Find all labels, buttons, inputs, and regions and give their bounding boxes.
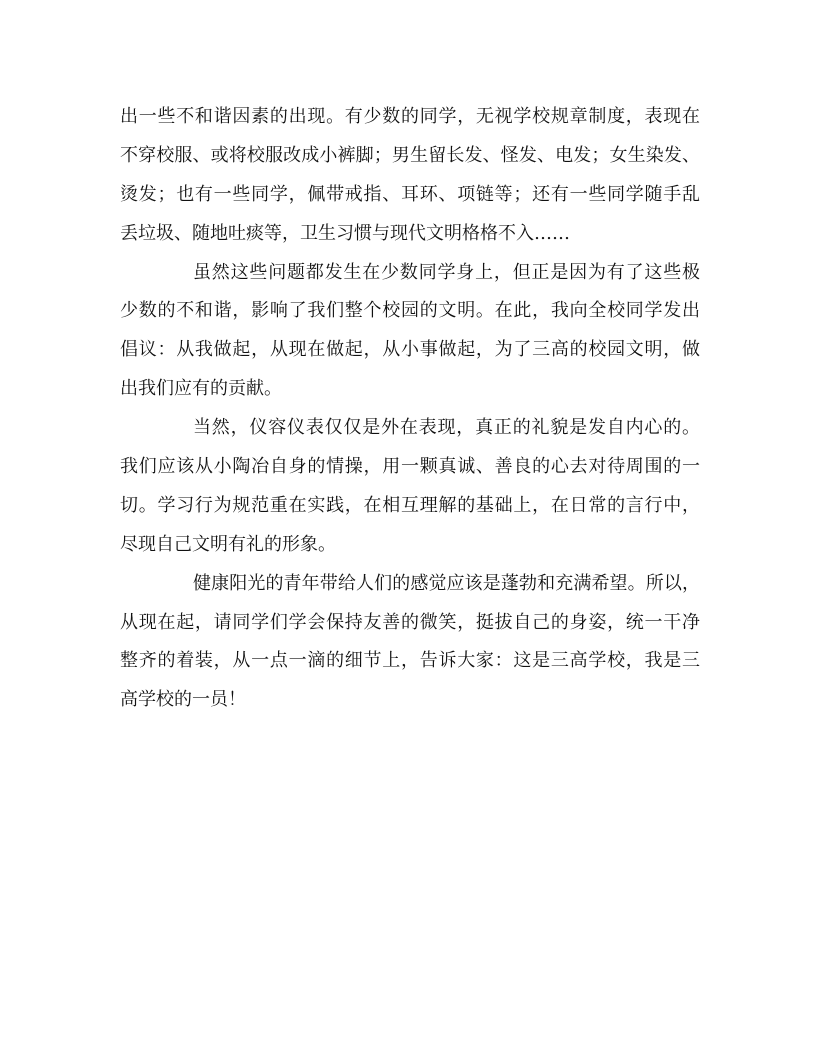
- paragraph-2-line-3: 倡议：从我做起，从现在做起，从小事做起，为了三高的校园文明，做: [120, 339, 700, 361]
- paragraph-4-line-1: 健康阳光的青年带给人们的感觉应该是蓬勃和充满希望。所以，: [193, 572, 700, 594]
- document-body: [120, 98, 700, 720]
- paragraph-2-line-4: 出我们应有的贡献。: [120, 378, 282, 400]
- paragraph-4-line-4: 高学校的一员！: [120, 689, 246, 711]
- paragraph-4-line-2: 从现在起，请同学们学会保持友善的微笑，挺拔自己的身姿，统一干净: [120, 611, 700, 633]
- paragraph-4-line-3: 整齐的着装，从一点一滴的细节上，告诉大家：这是三高学校，我是三: [120, 650, 700, 672]
- paragraph-1-line-2: 不穿校服、或将校服改成小裤脚；男生留长发、怪发、电发；女生染发、: [120, 144, 700, 166]
- paragraph-1-line-3: 烫发；也有一些同学，佩带戒指、耳环、项链等；还有一些同学随手乱: [120, 183, 700, 205]
- paragraph-1-line-1: 出一些不和谐因素的出现。有少数的同学，无视学校规章制度，表现在: [120, 106, 700, 127]
- paragraph-2-line-1: 虽然这些问题都发生在少数同学身上，但正是因为有了这些极: [193, 261, 700, 283]
- paragraph-3-line-1: 当然，仪容仪表仅仅是外在表现，真正的礼貌是发自内心的。: [193, 417, 700, 439]
- paragraph-3-line-4: 尽现自己文明有礼的形象。: [120, 533, 336, 555]
- paragraph-3-line-3: 切。学习行为规范重在实践，在相互理解的基础上，在日常的言行中，: [120, 494, 700, 516]
- paragraph-1-line-4: 丢垃圾、随地吐痰等，卫生习惯与现代文明格格不入……: [120, 222, 570, 244]
- paragraph-2-line-2: 少数的不和谐，影响了我们整个校园的文明。在此，我向全校同学发出: [120, 300, 700, 322]
- paragraph-3-line-2: 我们应该从小陶冶自身的情操，用一颗真诚、善良的心去对待周围的一: [120, 456, 700, 478]
